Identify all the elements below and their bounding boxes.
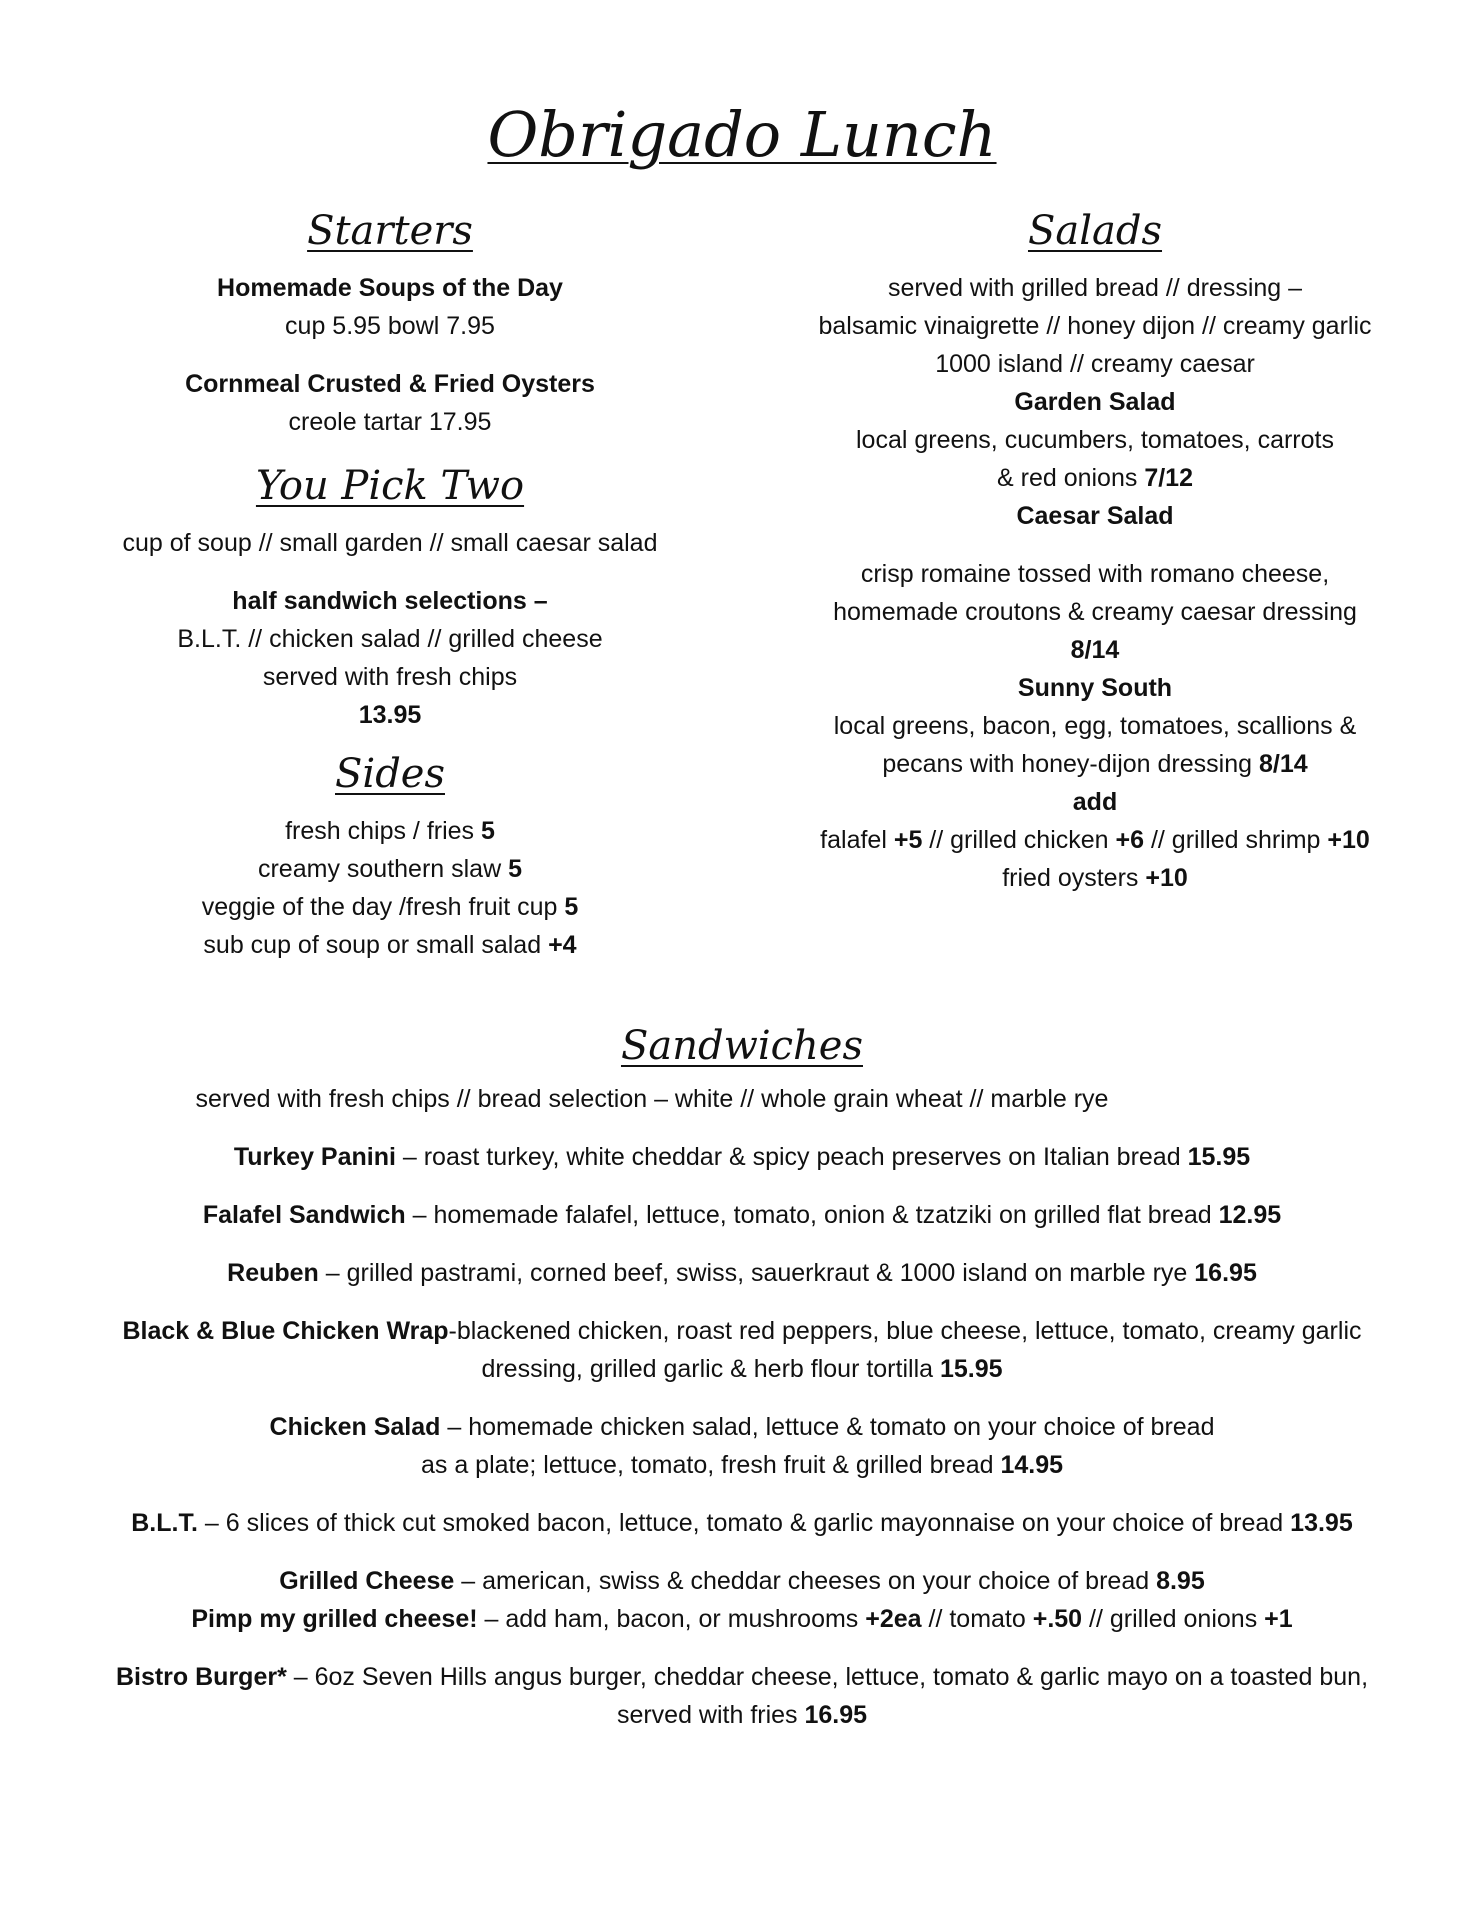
add-options: falafel +5 // grilled chicken +6 // grilled shrimp +10 (820, 826, 1370, 854)
caesar-salad-price: 8/14 (1070, 636, 1120, 664)
pimp-grilled-cheese: Pimp my grilled cheese! – add ham, bacon, or mushrooms +2ea // tomato +.50 // grilled onions +1 (191, 1605, 1293, 1633)
garden-salad-name: Garden Salad (1014, 388, 1176, 416)
sandwich-grilled-cheese: Grilled Cheese – american, swiss & cheddar cheeses on your choice of bread 8.95 Pimp my grilled cheese! – add ham, bacon, or mushrooms +2ea // tomato +.50 // grilled onions +1 (70, 1562, 1414, 1638)
sandwich-blt: B.L.T. – 6 slices of thick cut smoked bacon, lettuce, tomato & garlic mayonnaise on your choice of bread 13.95 (131, 1509, 1353, 1537)
sandwich-falafel: Falafel Sandwich – homemade falafel, lettuce, tomato, onion & tzatziki on grilled flat bread 12.95 (202, 1201, 1282, 1229)
add-options-2: fried oysters +10 (1002, 864, 1188, 892)
sides-heading: Sides (335, 751, 445, 797)
sandwiches-heading: Sandwiches (620, 1023, 863, 1069)
salads-dressings-2: 1000 island // creamy caesar (935, 350, 1255, 378)
sunny-south-name: Sunny South (1017, 674, 1173, 702)
half-sandwich-heading: half sandwich selections – (232, 587, 548, 615)
salads-dressings: balsamic vinaigrette // honey dijon // creamy garlic (818, 312, 1372, 340)
sides-section (60, 748, 720, 964)
pick-two-options: cup of soup // small garden // small caesar salad (122, 529, 658, 557)
caesar-salad-name: Caesar Salad (1016, 502, 1174, 530)
starters-section (60, 205, 720, 441)
side-item: creamy southern slaw 5 (257, 855, 522, 883)
sandwich-bistro-burger: Bistro Burger* – 6oz Seven Hills angus burger, cheddar cheese, lettuce, tomato & garlic mayo on a toasted bun, served with fries 16.95 (115, 1663, 1369, 1729)
salads-intro: served with grilled bread // dressing – (887, 274, 1303, 302)
salads-heading: Salads (1027, 208, 1163, 254)
salads-section (750, 205, 1440, 897)
starter-soup-name: Homemade Soups of the Day (217, 274, 563, 302)
sandwich-chicken-wrap: Black & Blue Chicken Wrap-blackened chicken, roast red peppers, blue cheese, lettuce, tomato, creamy garlic dressing, grilled garlic & herb flour tortilla 15.95 (122, 1317, 1362, 1383)
starter-oysters-name: Cornmeal Crusted & Fried Oysters (185, 370, 595, 398)
side-item: veggie of the day /fresh fruit cup 5 (201, 893, 579, 921)
garden-salad-desc-2: & red onions 7/12 (997, 464, 1193, 492)
pick-two-section (60, 460, 720, 734)
half-sandwich-options: B.L.T. // chicken salad // grilled cheese (177, 625, 603, 653)
starter-oysters-detail: creole tartar 17.95 (288, 408, 492, 436)
garden-salad-desc: local greens, cucumbers, tomatoes, carrots (856, 426, 1334, 454)
sunny-south-desc-2: pecans with honey-dijon dressing 8/14 (882, 750, 1308, 778)
side-item: fresh chips / fries 5 (285, 817, 495, 845)
pick-two-price: 13.95 (358, 701, 422, 729)
half-sandwich-served: served with fresh chips (262, 663, 518, 691)
sunny-south-desc: local greens, bacon, egg, tomatoes, scallions & (833, 712, 1357, 740)
sandwich-reuben: Reuben – grilled pastrami, corned beef, swiss, sauerkraut & 1000 island on marble rye 16.95 (227, 1259, 1257, 1287)
starters-heading: Starters (307, 208, 473, 254)
side-item: sub cup of soup or small salad +4 (203, 931, 577, 959)
page-title: Obrigado Lunch (487, 98, 997, 171)
pick-two-heading: You Pick Two (255, 463, 525, 509)
sandwich-chicken-salad: Chicken Salad – homemade chicken salad, lettuce & tomato on your choice of bread as a plate; lettuce, tomato, fresh fruit & grilled bread 14.95 (269, 1413, 1215, 1479)
add-heading: add (1072, 788, 1118, 816)
starter-soup-detail: cup 5.95 bowl 7.95 (285, 312, 495, 340)
sandwiches-section (70, 1020, 1414, 1754)
caesar-salad-desc-2: homemade croutons & creamy caesar dressing (833, 598, 1357, 626)
caesar-salad-desc: crisp romaine tossed with romano cheese, (860, 560, 1330, 588)
sandwiches-intro: served with fresh chips // bread selection – white // whole grain wheat // marble rye (195, 1085, 1109, 1113)
sandwich-turkey-panini: Turkey Panini – roast turkey, white cheddar & spicy peach preserves on Italian bread 15.95 (233, 1143, 1251, 1171)
